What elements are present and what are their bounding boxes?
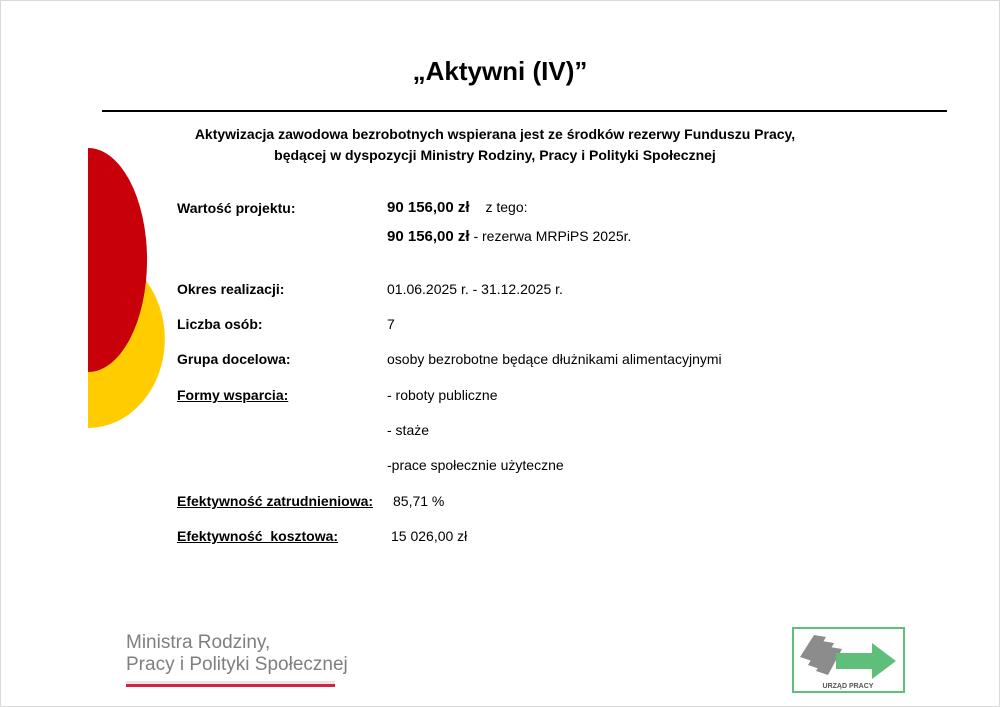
project-value-suffix: z tego: (485, 199, 528, 215)
reserve-suffix: - rezerwa MRPiPS 2025r. (473, 228, 632, 244)
page-title: „Aktywni (IV)” (412, 56, 588, 86)
ministry-logo-line-2: Pracy i Polityki Społecznej (126, 654, 348, 675)
ministry-logo (126, 632, 348, 676)
project-value-amount: 90 156,00 zł (387, 199, 470, 216)
subtitle-line-1: Aktywizacja zawodowa bezrobotnych wspierana jest ze środków rezerwy Funduszu Pracy, (194, 126, 796, 142)
polish-flag-stripe (126, 681, 335, 687)
employment-efficiency-label: Efektywność zatrudnieniowa: (177, 493, 374, 509)
support-item: - roboty publiczne (387, 387, 498, 403)
subtitle (150, 124, 840, 166)
ministry-logo-line-1: Ministra Rodziny, (126, 632, 271, 653)
cost-efficiency-label: Efektywność kosztowa: (177, 528, 339, 544)
period-value: 01.06.2025 r. - 31.12.2025 r. (387, 281, 563, 297)
labour-office-logo (792, 627, 905, 693)
project-value (387, 199, 528, 216)
reserve-value (387, 228, 631, 245)
subtitle-line-2: będącej w dyspozycji Ministry Rodziny, Pracy i Polityki Społecznej (274, 147, 716, 163)
project-value-label: Wartość projektu: (177, 200, 296, 216)
support-item: - staże (387, 422, 430, 438)
period-label: Okres realizacji: (177, 281, 285, 297)
people-label: Liczba osób: (177, 316, 263, 332)
target-group-value: osoby bezrobotne będące dłużnikami alimentacyjnymi (387, 351, 722, 367)
support-item: -prace społecznie użyteczne (387, 457, 564, 473)
labour-office-logo-text: URZĄD PRACY (822, 683, 874, 690)
title-divider (102, 110, 947, 112)
decorative-semicircles (0, 140, 170, 430)
support-forms-label: Formy wsparcia: (177, 387, 289, 403)
employment-efficiency-value: 85,71 % (393, 493, 445, 509)
people-value: 7 (387, 316, 395, 332)
cost-efficiency-value: 15 026,00 zł (391, 528, 468, 544)
reserve-amount: 90 156,00 zł (387, 228, 470, 245)
target-group-label: Grupa docelowa: (177, 351, 291, 367)
